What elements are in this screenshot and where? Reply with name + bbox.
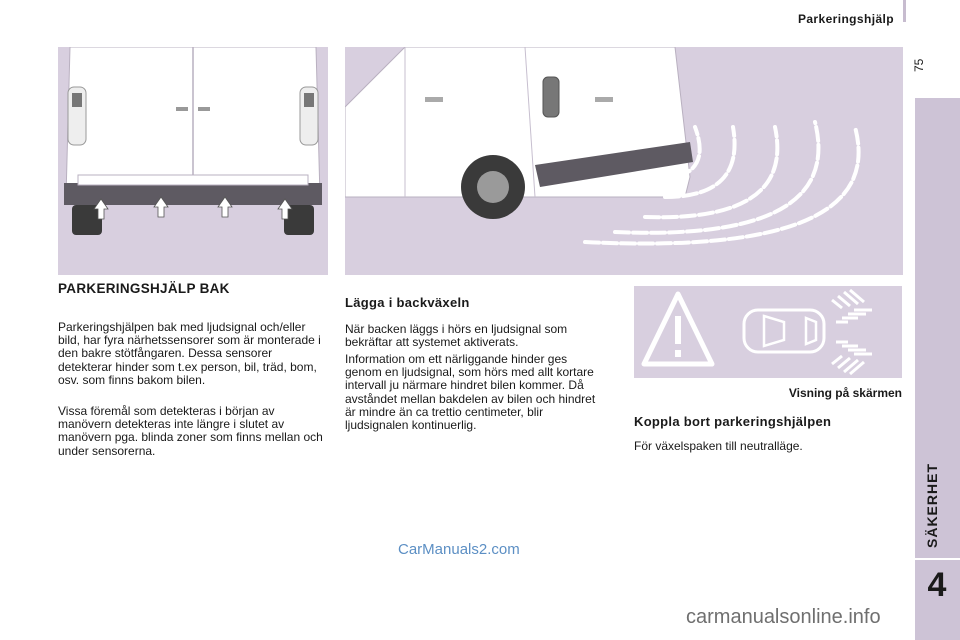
paragraph-middle-1: När backen läggs i hörs en ljudsignal som bekräftar att systemet aktiverats. (345, 322, 568, 350)
display-figure (634, 286, 902, 378)
page-header-title: Parkeringshjälp (797, 12, 894, 26)
side-tab-divider (915, 558, 960, 560)
side-van-figure (345, 47, 903, 275)
van-side-sensor-waves-icon (345, 47, 903, 275)
paragraph-left-1: Parkeringshjälpen bak med ljudsignal och/eller bild, har fyra närhetssensorer som är monterade i den bakre stötfångaren. Dessa sensorer detekterar hinder som t.ex person, bil, träd, bom, osv. som finns bakom bilen. (58, 320, 321, 387)
section-heading-rear-parking-aid: PARKERINGSHJÄLP BAK (58, 281, 230, 296)
watermark-carmanuals2: CarManuals2.com (398, 541, 520, 558)
header-rule (903, 0, 906, 22)
section-heading-disable-parking-aid: Koppla bort parkeringshjälpen (634, 414, 832, 429)
page-number: 75 (912, 58, 926, 72)
watermark-carmanualsonline: carmanualsonline.info (686, 606, 881, 628)
van-rear-sensors-icon (58, 47, 328, 275)
display-caption: Visning på skärmen (788, 386, 902, 400)
section-heading-reverse-gear: Lägga i backväxeln (345, 295, 470, 310)
rear-van-figure (58, 47, 328, 275)
chapter-number: 4 (927, 566, 947, 604)
paragraph-right-1: För växelspaken till neutralläge. (634, 439, 803, 453)
warning-car-display-icon (634, 286, 902, 378)
chapter-section-label: SÄKERHET (924, 462, 940, 548)
paragraph-left-2: Vissa föremål som detekteras i början av manövern detekteras inte längre i slutet av manövern pga. blinda zoner som finns mellan och under sensorerna. (58, 404, 323, 458)
paragraph-middle-2: Information om ett närliggande hinder ges genom en ljudsignal, som hörs med allt kortare intervall ju närmare hindret bilen kommer. Då avståndet mellan bakdelen av bilen och hindret är mindre än ca trettio centimeter, blir ljudsignalen kontinuerlig. (345, 352, 596, 433)
